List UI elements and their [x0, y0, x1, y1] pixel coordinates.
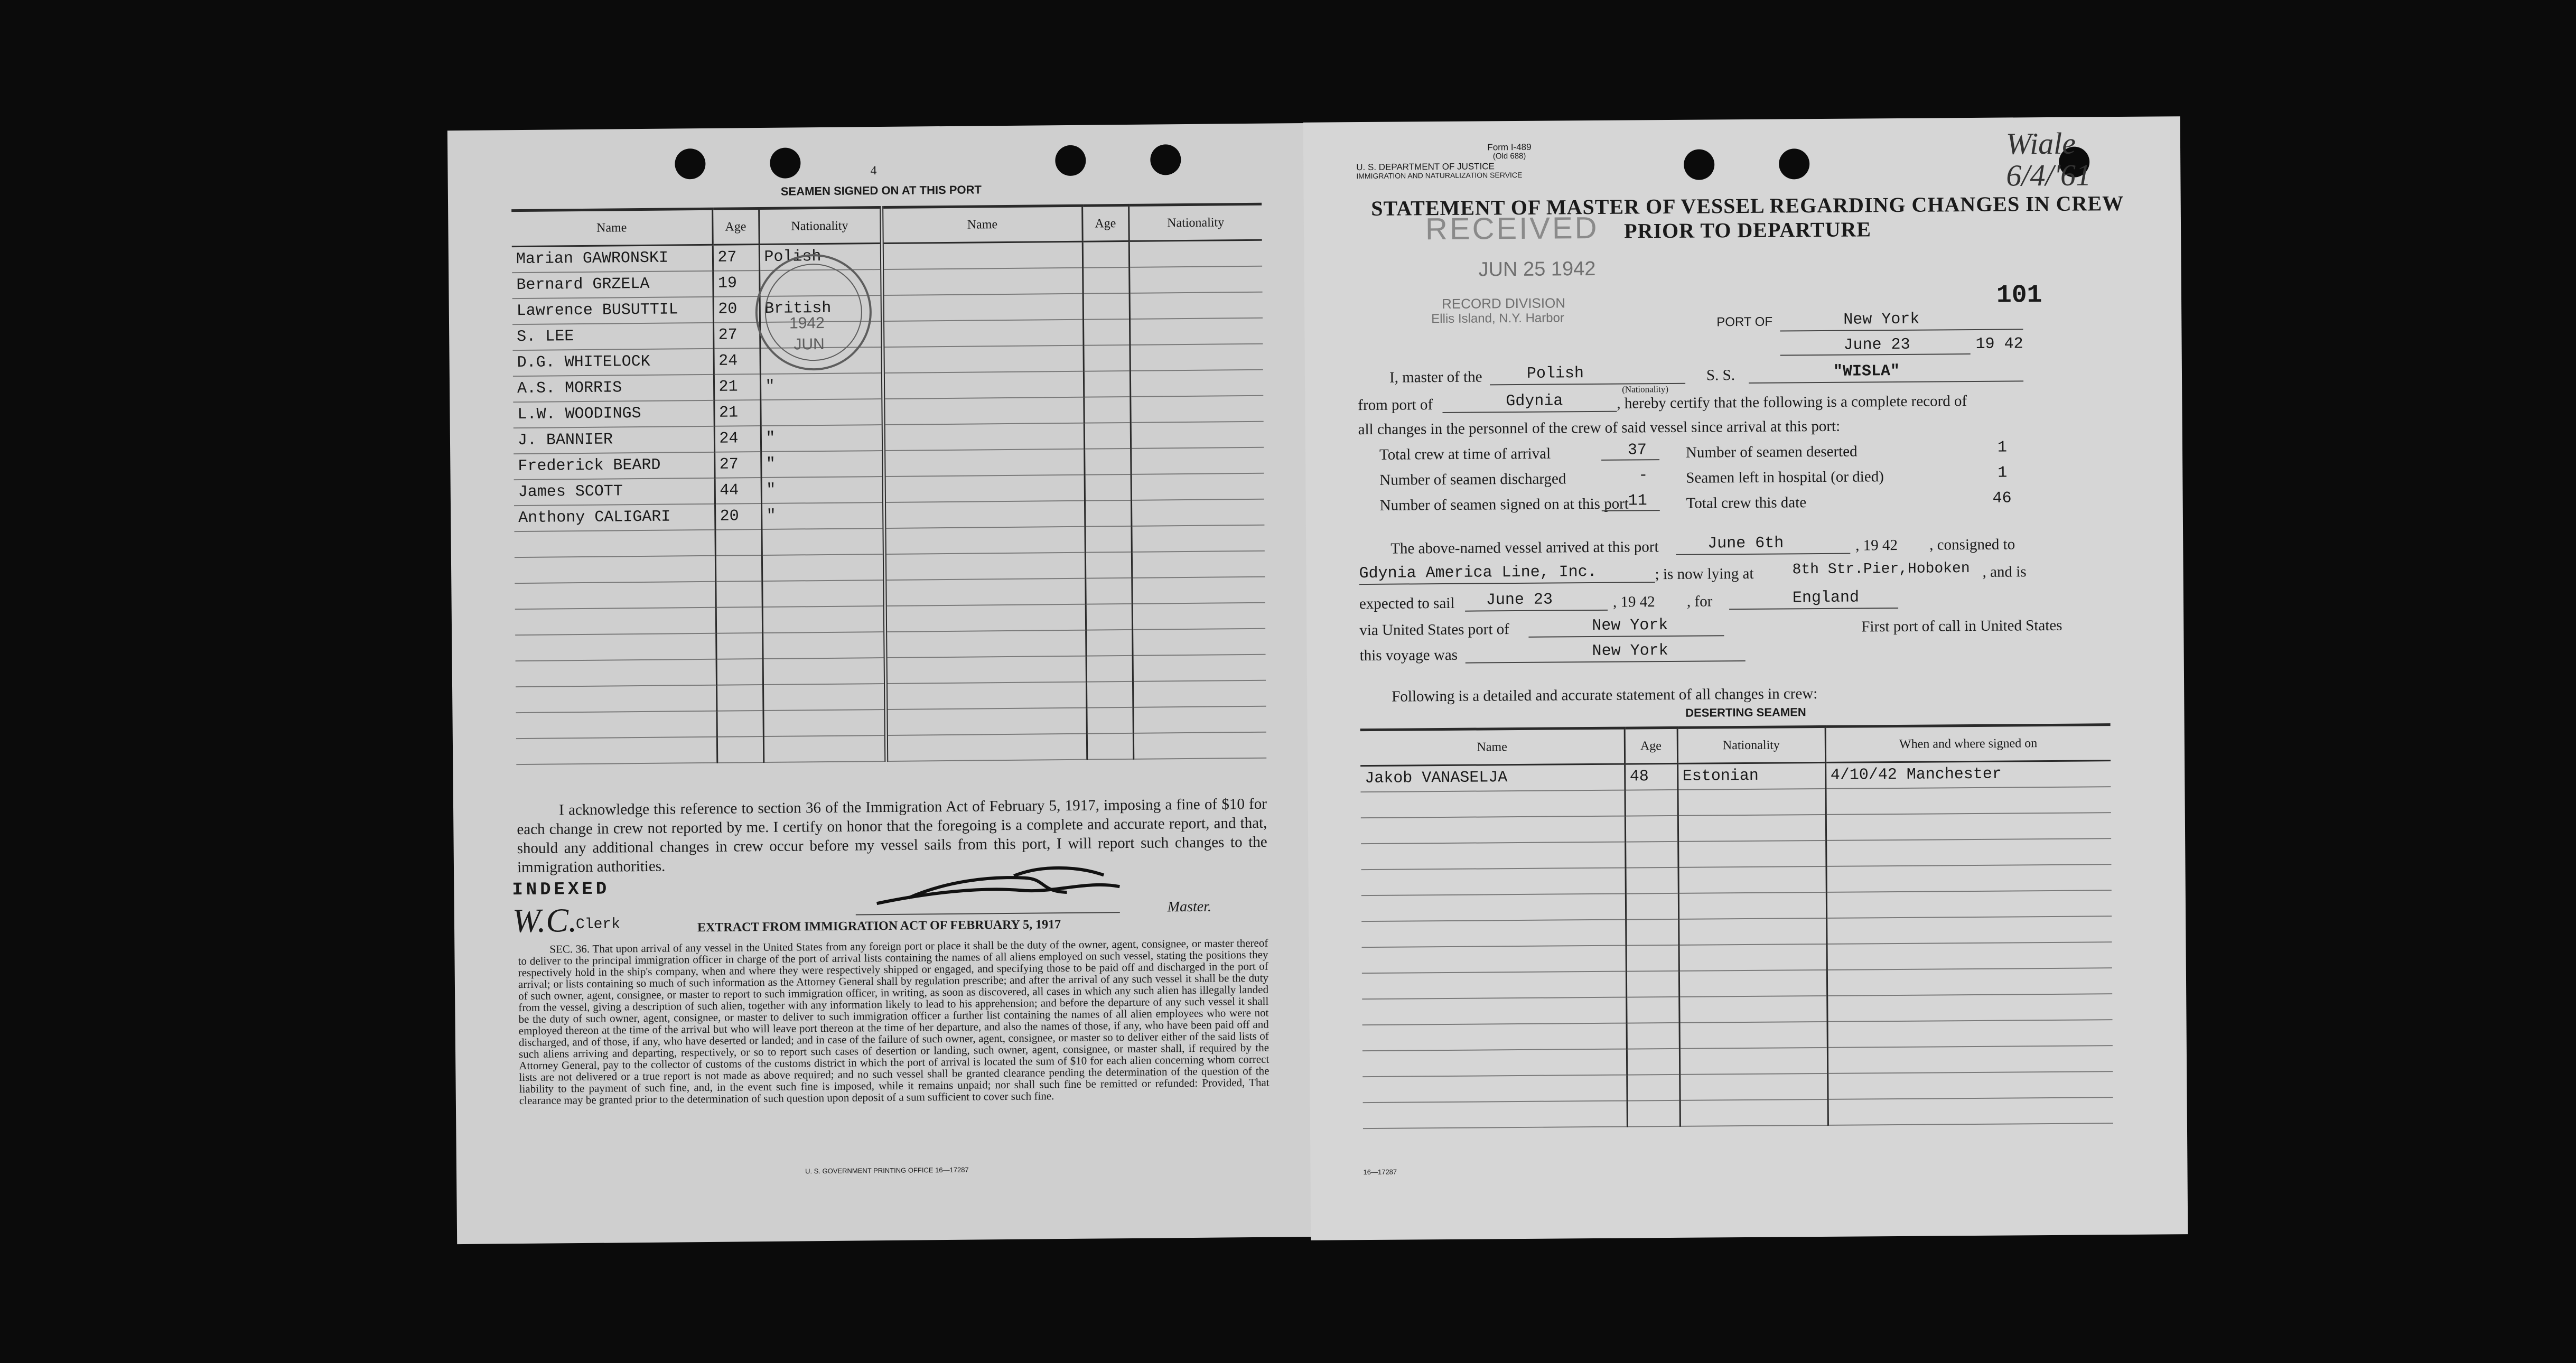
seaman-nationality: [1133, 680, 1266, 707]
via-label: via United States port of: [1359, 621, 1509, 639]
seaman-name: [884, 578, 1085, 605]
deserter-signed-on: [1825, 787, 2111, 815]
statute-text: SEC. 36. That upon arrival of any vessel in the United States from any foreign port or place it shall be the duty of the owner, agent, consignee, or master thereof to deliver to the principal immigration officer in charge of the port of arrival lists containing the names of all aliens employed on such vessel, stating the positions they respectively hold in the ship's company, when and where they were respectively shipped or engaged, and specifying those to be paid off and discharged in the port of arrival; or lists containing so much of such information as the Attorney General shall by regulation prescribe; and after the arrival of any such vessel it shall be the duty of such owner, agent, consignee, or master to report to such immigration officer, in writing, as soon as discovered, all cases in which any such alien has illegally landed from the vessel, giving a description of such alien, together with any information likely to lead to his apprehension; and before the departure of any such vessel it shall be the duty of such owner, agent, consignee, or master to deliver to such immigration officer a further list containing the names of all alien employees who were not employed thereon at the time of the arrival but who will leave port thereon at the time of her departure, and also the names of those, if any, who have been paid off and discharged, and of those, if any, who have deserted or landed; and in case of the failure of such owner, agent, consignee, or master so to deliver either of the said lists of such aliens arriving and departing, respectively, or so to report such cases of desertion or landing, such owner, agent, consignee, or master shall, if required by the Attorney General, pay to the collector of customs of the customs district in which the port of arrival is located the sum of $10 for each alien concerning whom correct lists are not delivered or a true report is not made as above required; and no such vessel shall be granted clearance pending the determination of the question of the liability to the payment of such fine, and, in the event such fine is imposed, while it remains unpaid; nor shall such fine be remitted or refunded: Provided, That clearance may be granted prior to the determination of such question upon deposit of a sum sufficient to cover such fine.: [518, 936, 1270, 1107]
table-header-row: [1360, 725, 2111, 766]
fill-line: [1466, 660, 1746, 664]
footer-code: 16—17287: [1363, 1168, 1397, 1177]
voyage-label: this voyage was: [1359, 646, 1458, 665]
seaman-name: Anthony CALIGARI: [514, 503, 715, 531]
destination-value: England: [1792, 589, 1860, 608]
deserter-signed-on: [1827, 1020, 2113, 1048]
deserter-age: [1626, 970, 1679, 997]
seaman-age: 27: [713, 322, 760, 349]
deserter-nationality: Estonian: [1677, 762, 1825, 789]
deserter-nationality: [1678, 866, 1826, 893]
table-body: [1360, 761, 2113, 1128]
first-port-label: First port of call in United States: [1861, 617, 2062, 636]
deserter-nationality: [1678, 892, 1826, 919]
seaman-age: 27: [713, 245, 759, 271]
page-number: 4: [870, 164, 877, 178]
received-stamp: RECEIVED: [1425, 210, 1599, 247]
fill-line: [1601, 459, 1659, 461]
left-page: [447, 123, 1323, 1244]
postmark-stamp: [755, 254, 872, 371]
deserter-nationality: [1679, 1073, 1827, 1100]
deserter-signed-on: [1827, 994, 2112, 1022]
deserter-name: [1360, 790, 1625, 817]
deserter-name: [1362, 971, 1626, 998]
from-port-label: from port of: [1358, 396, 1433, 414]
nationality-value: Polish: [1526, 365, 1584, 383]
seaman-name: [883, 397, 1084, 424]
deserter-name: [1361, 893, 1626, 921]
seaman-age: [716, 711, 763, 737]
stamp-year: 1942: [789, 314, 825, 332]
deserter-signed-on: [1827, 1071, 2113, 1099]
seaman-name: D.G. WHITELOCK: [512, 348, 713, 376]
deserter-age: [1626, 996, 1679, 1023]
seaman-nationality: ": [761, 502, 884, 529]
stamp-month: JUN: [794, 335, 825, 353]
year-value: 19 42: [1975, 335, 2023, 353]
seaman-nationality: [1131, 525, 1264, 552]
ss-label: S. S.: [1706, 367, 1735, 384]
port-of-value: New York: [1843, 310, 1920, 329]
seaman-nationality: [1133, 732, 1266, 759]
acknowledgment-text: I acknowledge this reference to section 36 of the Immigration Act of February 5, 1917, imposing a fine of $10 for each change in crew not reported by me. I certify on honor that the foregoing is a complete and accurate report, and that, should any additional changes in crew occur before my vessel sails from this port, I will report such changes to the immigration authorities.: [517, 795, 1267, 876]
seaman-age: [1086, 603, 1132, 630]
deserter-name: Jakob VANASELJA: [1360, 764, 1625, 791]
punch-hole: [675, 148, 706, 180]
seaman-name: James SCOTT: [514, 478, 715, 505]
seaman-age: [1086, 681, 1133, 707]
seaman-nationality: [763, 684, 885, 711]
form-title: STATEMENT OF MASTER OF VESSEL REGARDING CHANGES IN CREW: [1371, 191, 2124, 220]
seaman-nationality: [1129, 240, 1262, 267]
seaman-age: [1086, 629, 1132, 656]
seaman-name: [882, 241, 1082, 269]
lying-at-label: ; is now lying at: [1655, 565, 1754, 583]
deserter-nationality: [1679, 944, 1827, 970]
seaman-age: [1082, 241, 1129, 267]
column-header: Name: [881, 206, 1082, 243]
stat-label: Seamen left in hospital (or died): [1686, 468, 1884, 487]
seaman-name: J. BANNIER: [514, 426, 714, 453]
seaman-age: 24: [714, 426, 761, 452]
and-is-label: , and is: [1982, 563, 2027, 581]
column-header: Age: [1625, 727, 1677, 764]
seaman-name: [882, 293, 1083, 321]
printing-office: U. S. GOVERNMENT PRINTING OFFICE 16—17287: [805, 1165, 969, 1175]
handwritten-note: Wiale 6/4/'61: [2005, 126, 2092, 193]
deserter-signed-on: [1826, 838, 2111, 866]
seaman-nationality: [761, 528, 884, 555]
seaman-nationality: [762, 632, 885, 659]
seaman-name: [515, 607, 716, 634]
record-division: RECORD DIVISION: [1441, 295, 1566, 312]
seaman-nationality: [762, 606, 885, 633]
deserting-table: [1360, 723, 2113, 1128]
deserter-nationality: [1678, 918, 1826, 945]
deserter-signed-on: [1827, 1045, 2113, 1073]
deserter-signed-on: [1826, 813, 2111, 841]
seaman-age: 20: [715, 503, 761, 530]
stat-value: 11: [1628, 492, 1647, 510]
certify-text: , hereby certify that the following is a complete record of: [1617, 393, 1967, 412]
service: IMMIGRATION AND NATURALIZATION SERVICE: [1356, 170, 1523, 181]
stat-label: Number of seamen signed on at this port: [1379, 495, 1629, 514]
stat-value: 1: [1998, 464, 2008, 482]
seaman-nationality: [1132, 628, 1265, 655]
master-signature: [866, 858, 1162, 914]
seaman-nationality: [1132, 602, 1265, 629]
seaman-name: [882, 345, 1083, 372]
seaman-age: [1085, 552, 1132, 578]
arrived-year: , 19 42: [1855, 536, 1898, 554]
column-header: Age: [712, 209, 759, 245]
seaman-age: [1083, 293, 1130, 319]
fill-line: [1602, 510, 1660, 511]
seaman-age: [1086, 655, 1133, 682]
from-port-value: Gdynia: [1506, 392, 1563, 411]
date-value: June 23: [1843, 335, 1910, 354]
seaman-age: [1086, 707, 1133, 733]
master-of-the-label: I, master of the: [1389, 368, 1482, 386]
seaman-nationality: [1131, 499, 1264, 526]
deserter-age: [1627, 1074, 1679, 1100]
deserter-name: [1362, 997, 1626, 1024]
deserter-name: [1361, 842, 1625, 869]
seaman-age: 44: [715, 478, 761, 504]
deserter-nationality: [1679, 1047, 1827, 1074]
seaman-nationality: [762, 554, 884, 581]
seaman-name: [515, 581, 715, 609]
seaman-nationality: [1130, 318, 1263, 344]
seaman-name: [516, 659, 716, 686]
seaman-nationality: [760, 399, 883, 426]
deserter-signed-on: [1828, 1097, 2113, 1125]
deserter-nationality: [1679, 969, 1827, 996]
seaman-nationality: ": [761, 451, 883, 478]
via-port: New York: [1592, 617, 1668, 636]
stat-value: 46: [1992, 489, 2012, 508]
stat-label: Number of seamen discharged: [1379, 470, 1566, 489]
seaman-name: [884, 474, 1085, 502]
deserter-nationality: [1677, 788, 1825, 815]
seaman-name: S. LEE: [512, 322, 713, 350]
seaman-name: [886, 733, 1087, 761]
column-header: Nationality: [1677, 726, 1825, 763]
seaman-nationality: Polish: [759, 244, 882, 270]
seaman-nationality: [1130, 395, 1263, 422]
column-header: Age: [1082, 205, 1129, 241]
arrived-date: June 6th: [1707, 534, 1784, 553]
seaman-age: [715, 581, 762, 608]
punch-hole: [1055, 145, 1086, 176]
stat-value: 37: [1627, 441, 1647, 460]
seaman-name: [885, 630, 1086, 657]
punch-hole: [1684, 149, 1714, 180]
seaman-name: [882, 267, 1082, 295]
seaman-name: [516, 736, 717, 764]
stat-value: 1: [1997, 438, 2008, 457]
seaman-name: [883, 449, 1084, 476]
column-header: When and where signed on: [1825, 725, 2111, 763]
deserter-age: [1625, 815, 1678, 842]
seaman-name: Bernard GRZELA: [512, 270, 713, 298]
deserting-heading: DESERTING SEAMEN: [1685, 705, 1806, 720]
column-header: Name: [511, 209, 713, 246]
deserter-name: [1362, 1023, 1627, 1050]
seaman-age: [715, 555, 762, 582]
form-number: Form I-489: [1487, 142, 1532, 153]
punch-hole: [1150, 144, 1181, 175]
seaman-age: 27: [714, 452, 761, 478]
deserter-age: [1627, 1048, 1679, 1075]
seaman-name: [883, 423, 1084, 450]
seaman-age: [715, 529, 761, 556]
fill-line: [1780, 329, 2023, 331]
seaman-nationality: ": [760, 373, 883, 400]
seaman-nationality: [1130, 292, 1263, 319]
seaman-name: L.W. WOODINGS: [513, 400, 714, 427]
deserter-signed-on: [1827, 968, 2112, 996]
deserter-name: [1362, 1049, 1627, 1076]
column-header: Nationality: [1128, 204, 1262, 241]
arrived-label: The above-named vessel arrived at this port: [1390, 538, 1659, 557]
sheet-number: 101: [1996, 281, 2042, 310]
seaman-age: 24: [713, 348, 760, 375]
seaman-nationality: [1131, 447, 1264, 474]
right-page: [1303, 116, 2188, 1240]
first-port-value: New York: [1592, 642, 1668, 661]
extract-title: EXTRACT FROM IMMIGRATION ACT OF FEBRUARY 5, 1917: [697, 918, 1061, 935]
signed-on-table: [511, 203, 1266, 765]
seaman-age: [1084, 422, 1131, 449]
seaman-name: Frederick BEARD: [514, 452, 714, 479]
indexed-label: INDEXED: [512, 879, 610, 901]
consignee-value: Gdynia America Line, Inc.: [1359, 563, 1597, 583]
seaman-age: [1085, 526, 1131, 552]
seaman-age: 20: [713, 296, 760, 323]
deserter-nationality: [1679, 1021, 1827, 1048]
seaman-nationality: [762, 580, 884, 607]
deserter-nationality: [1680, 1099, 1828, 1126]
seaman-name: [515, 555, 715, 583]
column-header: Nationality: [759, 208, 882, 245]
seaman-age: 19: [713, 270, 759, 297]
seaman-age: 21: [714, 400, 760, 426]
stat-label: Number of seamen deserted: [1685, 443, 1858, 461]
seaman-age: [1083, 319, 1130, 345]
deserter-signed-on: [1826, 890, 2112, 918]
port-of-label: PORT OF: [1716, 314, 1773, 330]
seaman-name: [885, 707, 1086, 735]
seaman-nationality: ": [761, 425, 883, 452]
seaman-name: [514, 529, 715, 557]
seaman-age: [716, 607, 762, 633]
expected-label: expected to sail: [1359, 594, 1455, 613]
seaman-name: [516, 711, 716, 738]
lying-at-value: 8th Str.Pier,Hoboken: [1792, 561, 1970, 578]
received-date: JUN 25 1942: [1478, 257, 1596, 281]
ship-name: "WISLA": [1833, 362, 1900, 381]
deserter-nationality: [1678, 840, 1826, 867]
seaman-name: [882, 319, 1083, 347]
fill-line: [1528, 635, 1724, 638]
for-label: , for: [1686, 593, 1713, 610]
seaman-nationality: [1131, 421, 1264, 448]
seaman-age: [1085, 577, 1132, 604]
seaman-name: [884, 526, 1085, 554]
table-body: [512, 240, 1266, 764]
deserter-age: [1626, 945, 1679, 971]
fill-line: [1780, 353, 1971, 356]
seaman-nationality: British: [760, 295, 882, 322]
fill-line: [1442, 411, 1617, 413]
seaman-name: [516, 685, 716, 712]
seaman-nationality: [1132, 576, 1265, 603]
punch-hole: [770, 147, 801, 179]
seaman-name: Marian GAWRONSKI: [512, 245, 713, 272]
deserter-signed-on: [1827, 942, 2112, 970]
seaman-age: [1085, 474, 1131, 500]
stat-label: Total crew at time of arrival: [1379, 445, 1551, 463]
deserter-name: [1361, 919, 1626, 947]
seaman-age: [1085, 500, 1131, 526]
seaman-nationality: [763, 658, 885, 685]
deserter-nationality: [1678, 814, 1826, 841]
seaman-nationality: [763, 735, 886, 762]
seaman-name: [515, 633, 716, 660]
fill-line: [1749, 380, 2023, 384]
seaman-name: [883, 371, 1084, 398]
deserter-name: [1361, 867, 1626, 895]
master-label: Master.: [1167, 898, 1212, 916]
seaman-nationality: ": [761, 477, 884, 503]
seaman-nationality: [1133, 654, 1266, 681]
following-text: Following is a detailed and accurate statement of all changes in crew:: [1392, 685, 1818, 705]
department: U. S. DEPARTMENT OF JUSTICE: [1356, 161, 1495, 173]
seaman-age: [1084, 396, 1130, 423]
deserter-signed-on: 4/10/42 Manchester: [1825, 761, 2111, 789]
seaman-age: [716, 659, 763, 685]
seaman-age: 21: [714, 374, 760, 400]
deserter-age: [1627, 1100, 1680, 1126]
table-heading: SEAMEN SIGNED ON AT THIS PORT: [780, 183, 982, 198]
column-header: Name: [1360, 728, 1625, 765]
seaman-age: [1082, 267, 1129, 293]
seaman-age: [717, 736, 763, 763]
deserter-nationality: [1679, 995, 1827, 1022]
seaman-nationality: [1129, 266, 1262, 293]
seaman-nationality: [1131, 473, 1264, 500]
seaman-nationality: [1133, 706, 1266, 733]
form-subtitle: PRIOR TO DEPARTURE: [1624, 217, 1872, 243]
seaman-name: [885, 682, 1086, 709]
seaman-name: A.S. MORRIS: [513, 374, 714, 402]
deserter-age: [1625, 841, 1678, 867]
seaman-nationality: [1130, 343, 1263, 370]
deserter-signed-on: [1826, 864, 2111, 892]
fill-line: [1676, 553, 1850, 555]
punch-hole: [1779, 148, 1809, 179]
seaman-name: Lawrence BUSUTTIL: [512, 296, 713, 324]
sail-year: , 19 42: [1612, 593, 1655, 611]
deserter-age: [1625, 789, 1677, 816]
seaman-age: [1087, 733, 1133, 759]
deserter-age: [1625, 867, 1678, 893]
clerk-initials: W.C.: [512, 901, 577, 940]
seaman-name: [884, 500, 1085, 528]
table-row: [1363, 1097, 2113, 1128]
deserter-name: [1361, 816, 1625, 843]
seaman-age: [716, 685, 763, 711]
fill-line: [1729, 608, 1898, 610]
form-old: (Old 688): [1492, 151, 1526, 161]
consigned-label: , consigned to: [1929, 536, 2015, 554]
table-header-row: [511, 204, 1262, 246]
seaman-name: [884, 552, 1085, 580]
seaman-nationality: [1130, 369, 1263, 396]
deserter-name: [1363, 1100, 1627, 1128]
sail-date: June 23: [1486, 591, 1553, 610]
certify-text-2: all changes in the personnel of the crew of said vessel since arrival at this port:: [1358, 417, 1841, 438]
deserter-age: 48: [1625, 763, 1677, 790]
deserter-name: [1362, 1075, 1627, 1102]
seaman-age: [1084, 370, 1130, 397]
deserter-age: [1627, 1022, 1679, 1049]
deserter-age: [1626, 893, 1678, 919]
ellis-island: Ellis Island, N.Y. Harbor: [1431, 311, 1564, 326]
stat-value: -: [1638, 466, 1648, 485]
deserter-age: [1626, 919, 1678, 945]
clerk-label: Clerk: [575, 916, 621, 933]
nationality-caption: (Nationality): [1622, 384, 1669, 395]
seaman-age: [1084, 448, 1131, 474]
stat-label: Total crew this date: [1686, 494, 1807, 512]
fill-line: [1465, 610, 1608, 612]
seaman-age: [716, 633, 762, 659]
seaman-name: [885, 604, 1086, 631]
seaman-age: [1083, 344, 1130, 371]
seaman-name: [885, 656, 1086, 683]
deserter-name: [1362, 945, 1626, 973]
seaman-nationality: [763, 709, 885, 736]
seaman-nationality: [1132, 550, 1265, 577]
deserter-signed-on: [1826, 916, 2112, 944]
